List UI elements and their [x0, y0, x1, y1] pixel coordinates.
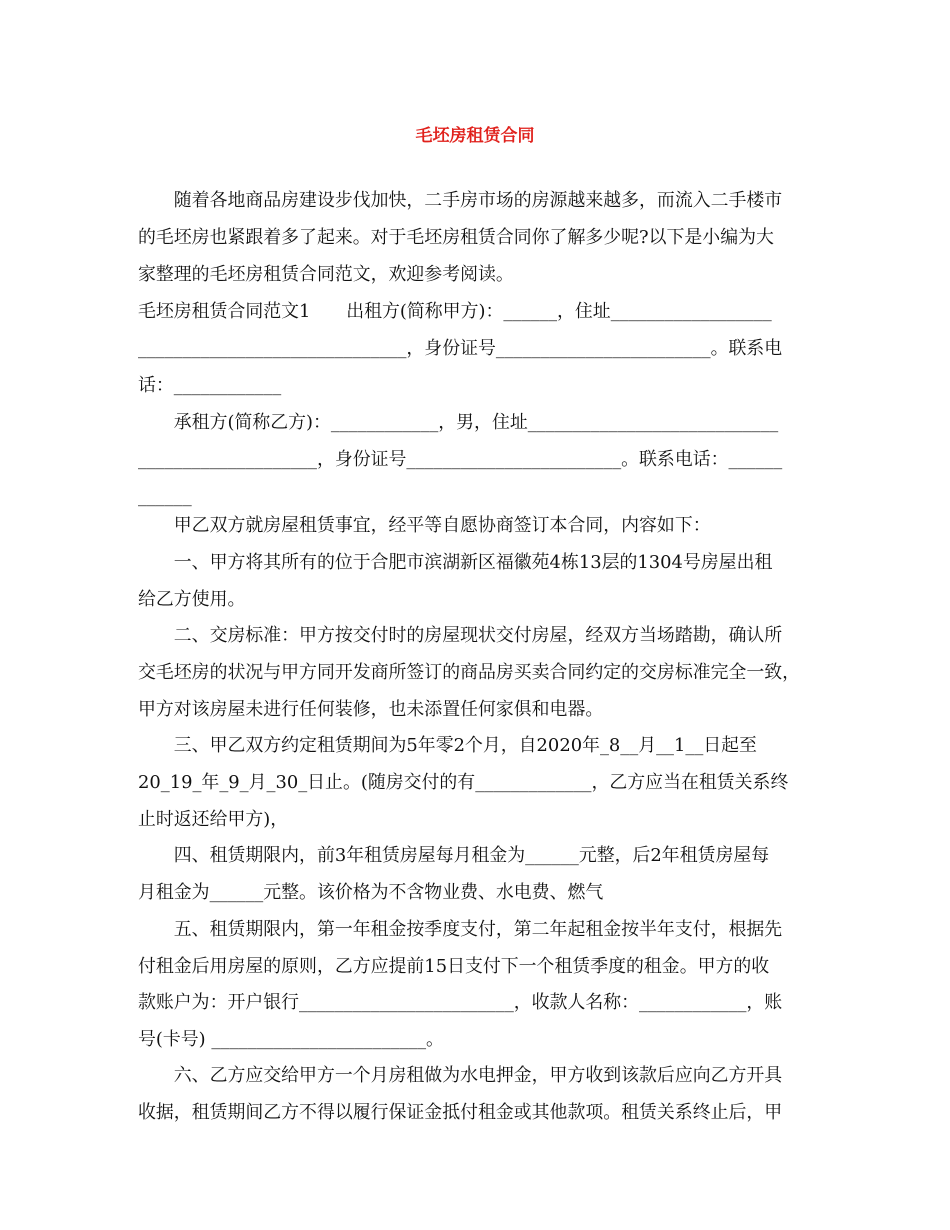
body-line: 20_19_年_9_月_30_日止。(随房交付的有_____________，乙方应当在租赁关系终 — [138, 772, 789, 793]
body-line: 四、租赁期限内，前3年租赁房屋每月租金为______元整，后2年租赁房屋每 — [138, 845, 770, 866]
body-line: 甲乙双方就房屋租赁事宜，经平等自愿协商签订本合同，内容如下： — [138, 515, 711, 536]
body-line: ______________________________，身份证号________________________。联系电 — [138, 338, 783, 359]
body-line: 一、甲方将其所有的位于合肥市滨湖新区福徽苑4栋13层的1304号房屋出租 — [138, 552, 773, 573]
body-line: 交毛坯房的状况与甲方同开发商所签订的商品房买卖合同约定的交房标准完全一致， — [138, 662, 801, 683]
body-line: ____________________，身份证号________________________。联系电话：______ — [138, 449, 783, 470]
body-line: 三、甲乙双方约定租赁期间为5年零2个月，自2020年_8__月__1__日起至 — [138, 735, 757, 756]
body-line: 号(卡号) ________________________。 — [138, 1029, 444, 1050]
body-line: 款账户为：开户银行________________________，收款人名称：____________，账 — [138, 992, 783, 1013]
body-line: 五、租赁期限内，第一年租金按季度支付，第二年起租金按半年支付，根据先 — [138, 919, 783, 940]
body-line: 付租金后用房屋的原则，乙方应提前15日支付下一个租赁季度的租金。甲方的收 — [138, 956, 770, 977]
document-title: 毛坯房租赁合同 — [415, 126, 535, 146]
body-line: 家整理的毛坯房租赁合同范文，欢迎参考阅读。 — [138, 264, 514, 285]
body-line: 承租方(简称乙方)：____________，男，住址____________________________ — [138, 412, 779, 433]
body-line: 话：____________ — [138, 375, 282, 396]
body-line: 甲方对该房屋未进行任何装修，也未添置任何家俱和电器。 — [138, 699, 604, 720]
body-line: 毛坯房租赁合同范文1 出租方(简称甲方)：______，住址__________________ — [138, 301, 772, 322]
body-line: 随着各地商品房建设步伐加快，二手房市场的房源越来越多，而流入二手楼市 — [138, 190, 783, 211]
body-line: 月租金为______元整。该价格为不含物业费、水电费、燃气 — [138, 882, 604, 903]
body-line: ______ — [138, 486, 192, 507]
body-line: 收据，租赁期间乙方不得以履行保证金抵付租金或其他款项。租赁关系终止后，甲 — [138, 1102, 783, 1123]
body-line: 止时返还给甲方)， — [138, 809, 289, 830]
body-line: 的毛坯房也紧跟着多了起来。对于毛坯房租赁合同你了解多少呢?以下是小编为大 — [138, 227, 774, 248]
body-line: 六、乙方应交给甲方一个月房租做为水电押金，甲方收到该款后应向乙方开具 — [138, 1065, 783, 1086]
body-line: 给乙方使用。 — [138, 589, 246, 610]
body-line: 二、交房标准：甲方按交付时的房屋现状交付房屋，经双方当场踏勘，确认所 — [138, 625, 783, 646]
